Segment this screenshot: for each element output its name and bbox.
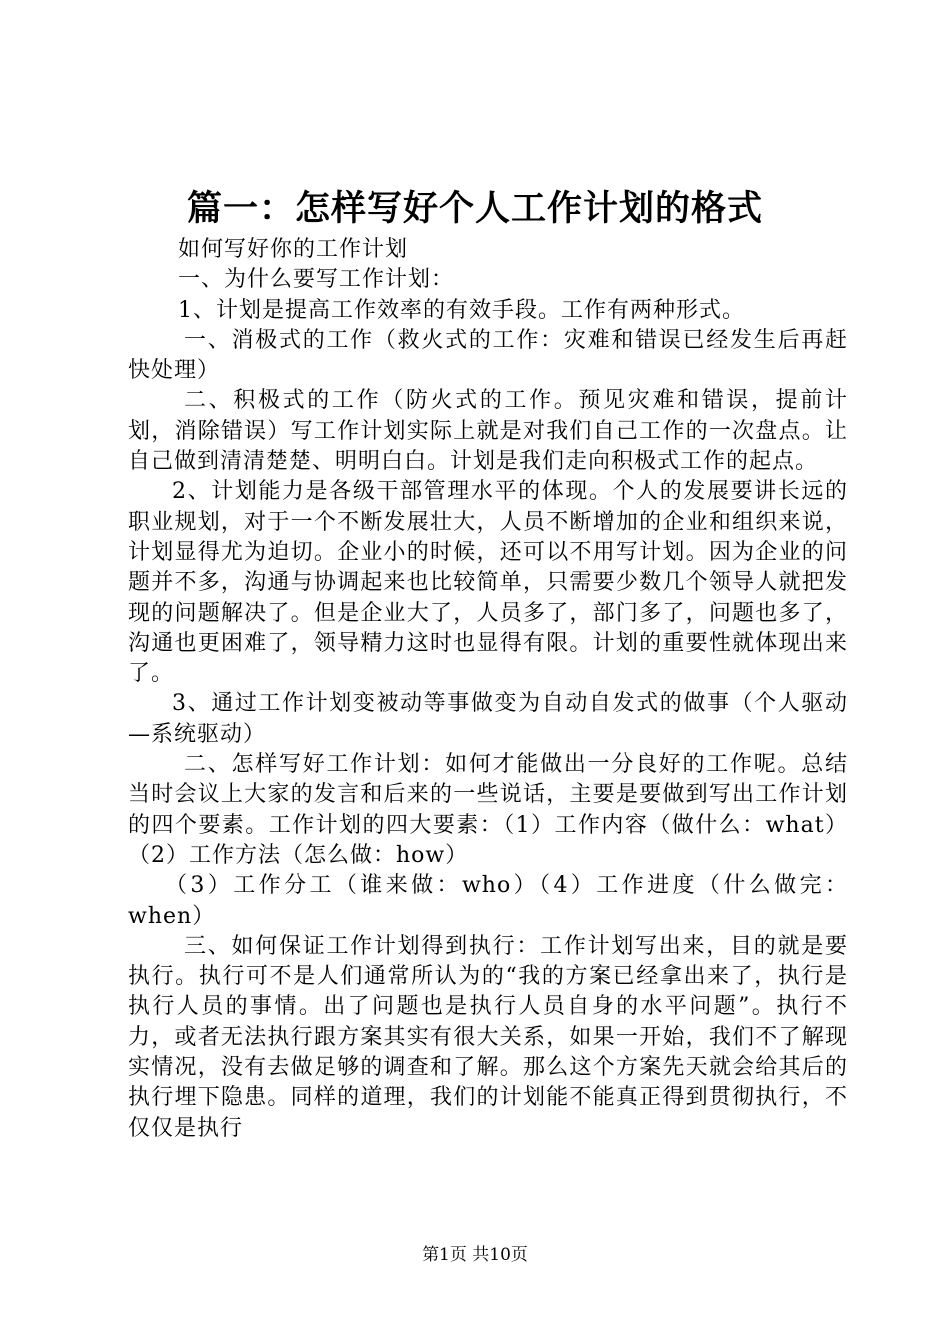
- paragraph-section-two: 二、怎样写好工作计划：如何才能做出一分良好的工作呢。总结当时会议上大家的发言和后来的一些说话，主要是要做到写出工作计划的四个要素。工作计划的四大要素：（1）工作内容（做什么：what）（2）工作方法（怎么做：how）: [128, 752, 848, 868]
- paragraph-point-two: 2、计划能力是各级干部管理水平的体现。个人的发展要讲长远的职业规划，对于一个不断发展壮大，人员不断增加的企业和组织来说，计划显得尤为迫切。企业小的时候，还可以不用写计划。因为企业的问题并不多，沟通与协调起来也比较简单，只需要少数几个领导人就把发现的问题解决了。但是企业大了，人员多了，部门多了，问题也多了，沟通也更困难了，领导精力这时也显得有限。计划的重要性就体现出来了。: [128, 479, 848, 687]
- page-number-footer: 第1页 共10页: [422, 1245, 528, 1265]
- paragraph-active-work: 二、积极式的工作（防火式的工作。预见灾难和错误，提前计划，消除错误）写工作计划实际上就是对我们自己工作的一次盘点。让自己做到清清楚楚、明明白白。计划是我们走向积极式工作的起点。: [128, 388, 848, 475]
- paragraph-four-elements-cont: （3）工作分工（谁来做：who）（4）工作进度（什么做完：when）: [128, 873, 848, 929]
- paragraph-point-one: 1、计划是提高工作效率的有效手段。工作有两种形式。: [178, 297, 745, 323]
- paragraph-section-three: 三、如何保证工作计划得到执行：工作计划写出来，目的就是要执行。执行可不是人们通常所认为的“我的方案已经拿出来了，执行是执行人员的事情。出了问题也是执行人员自身的水平问题”。执行不力，或者无法执行跟方案其实有很大关系，如果一开始，我们不了解现实情况，没有去做足够的调查和了解。那么这个方案先天就会给其后的执行埋下隐患。同样的道理，我们的计划能不能真正得到贯彻执行，不仅仅是执行: [128, 933, 848, 1141]
- paragraph-section-one-heading: 一、为什么要写工作计划：: [178, 267, 455, 293]
- document-body: [128, 235, 848, 1144]
- paragraph-intro: 如何写好你的工作计划: [178, 237, 409, 262]
- paragraph-point-three: 3、通过工作计划变被动等事做变为自动自发式的做事（个人驱动—系统驱动）: [128, 691, 848, 747]
- paragraph-passive-work: 一、消极式的工作（救火式的工作：灾难和错误已经发生后再赶快处理）: [128, 327, 848, 384]
- document-title: 篇一：怎样写好个人工作计划的格式: [186, 188, 763, 229]
